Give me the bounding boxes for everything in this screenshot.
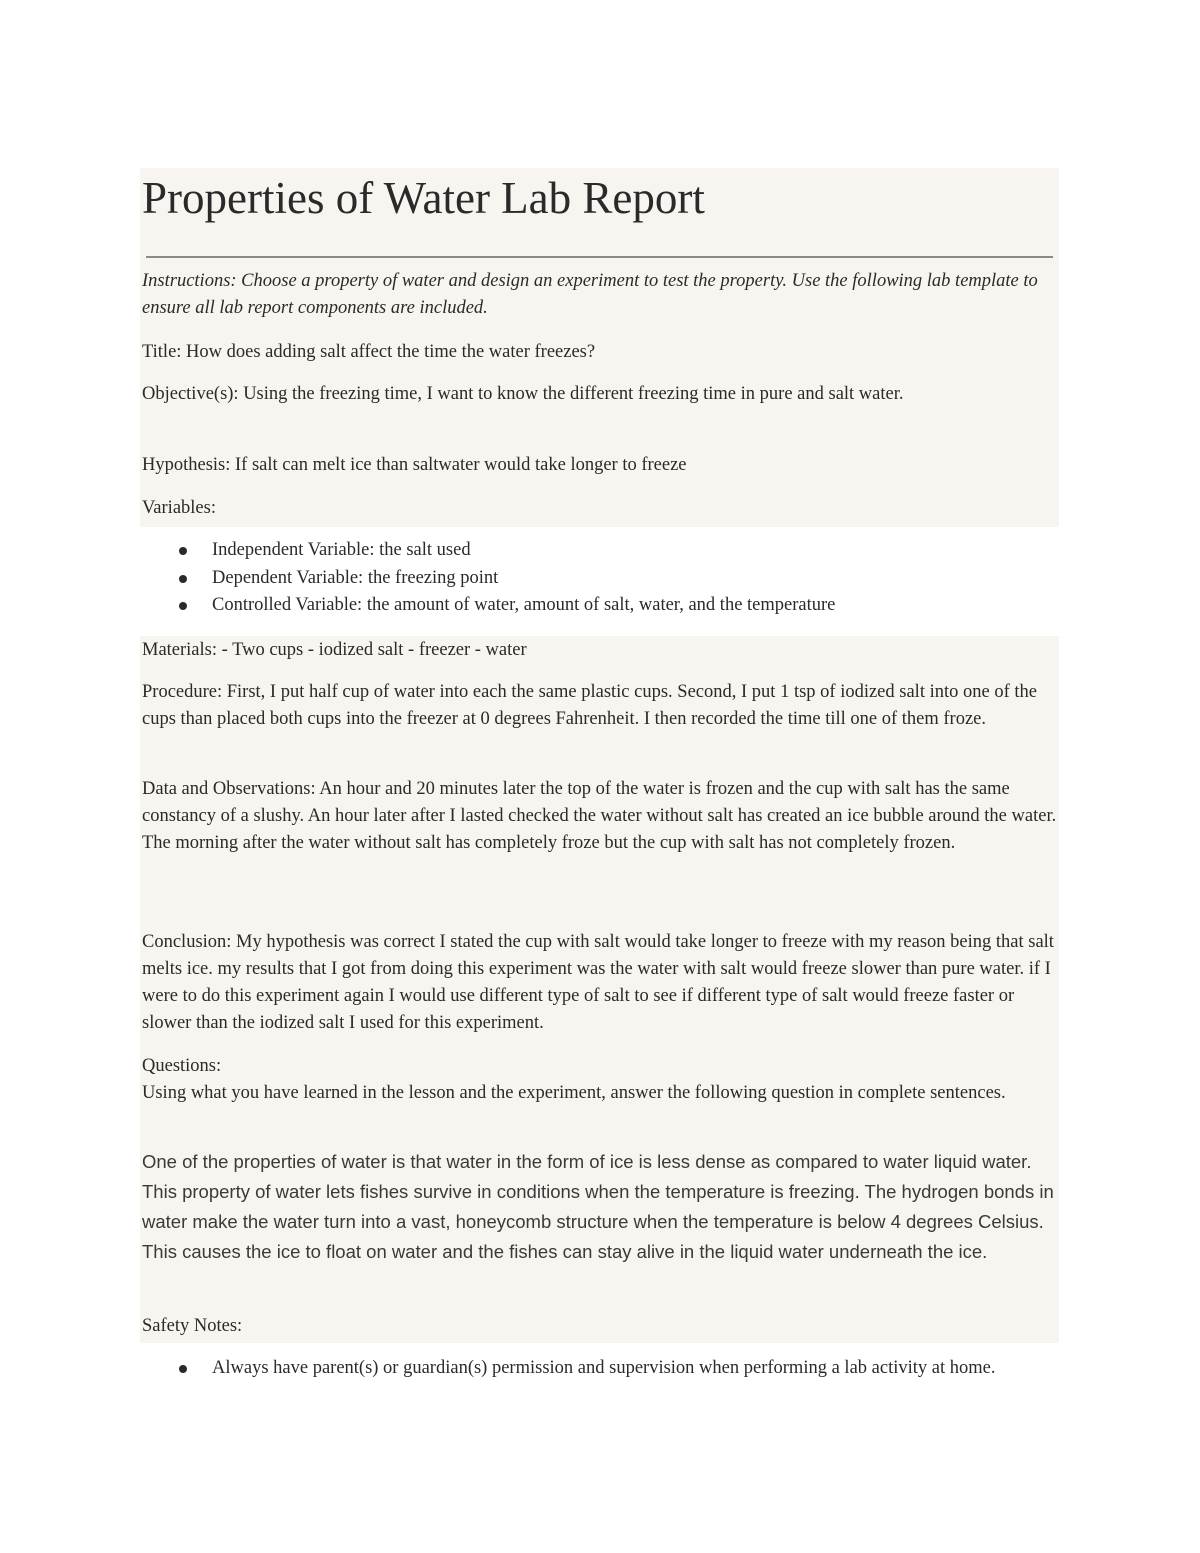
instructions-text: Instructions: Choose a property of water and design an experiment to test the property. Use the following lab template to ensure all lab report components are included. [142, 271, 1038, 318]
bullet-icon [179, 1365, 187, 1373]
conclusion-text: Conclusion: My hypothesis was correct I stated the cup with salt would take longer to freeze with my reason being that salt melts ice. my results that I got from doing this experiment was the water with salt would freeze slower than pure water. if I were to do this experiment again I would use different type of salt to see if different type of salt would freeze faster or slower than the iodized salt I used for this experiment. [142, 932, 1054, 1033]
hypothesis-text: Hypothesis: If salt can melt ice than saltwater would take longer to freeze [142, 455, 687, 475]
objective-text: Objective(s): Using the freezing time, I want to know the different freezing time in pure and salt water. [142, 384, 904, 404]
list-item: Controlled Variable: the amount of water, amount of salt, water, and the temperature [142, 592, 1042, 620]
page-title: Properties of Water Lab Report [142, 173, 705, 223]
bullet-icon [179, 575, 187, 583]
questions-label: Questions: [142, 1056, 222, 1076]
safety-label: Safety Notes: [142, 1316, 243, 1336]
answer-text: One of the properties of water is that water in the form of ice is less dense as compared to water liquid water. This property of water lets fishes survive in conditions when the temperature is freezing. The hydrogen bonds in water make the water turn into a vast, honeycomb structure when the temperature is below 4 degrees Celsius. This causes the ice to float on water and the fishes can stay alive in the liquid water underneath the ice. [142, 1151, 1054, 1262]
safety-list [142, 1355, 1042, 1383]
list-item: Dependent Variable: the freezing point [142, 565, 1042, 593]
bullet-icon [179, 602, 187, 610]
variables-label: Variables: [142, 498, 216, 518]
procedure-text: Procedure: First, I put half cup of water into each the same plastic cups. Second, I put 1 tsp of iodized salt into one of the cups than placed both cups into the freezer at 0 degrees Fahrenheit. I then recorded the time till one of them froze. [142, 682, 1037, 729]
questions-prompt: Using what you have learned in the lesson and the experiment, answer the following question in complete sentences. [142, 1083, 1006, 1103]
materials-text: Materials: - Two cups - iodized salt - freezer - water [142, 640, 527, 660]
variables-list [142, 537, 1042, 620]
list-item: Always have parent(s) or guardian(s) permission and supervision when performing a lab activity at home. [142, 1355, 1042, 1383]
bullet-icon [179, 547, 187, 555]
title-line: Title: How does adding salt affect the time the water freezes? [142, 342, 596, 362]
data-observations-text: Data and Observations: An hour and 20 minutes later the top of the water is frozen and the cup with salt has the same constancy of a slushy. An hour later after I lasted checked the water without salt has created an ice bubble around the water. The morning after the water without salt has completely froze but the cup with salt has not completely frozen. [142, 779, 1057, 853]
title-divider [146, 256, 1053, 258]
list-item: Independent Variable: the salt used [142, 537, 1042, 565]
